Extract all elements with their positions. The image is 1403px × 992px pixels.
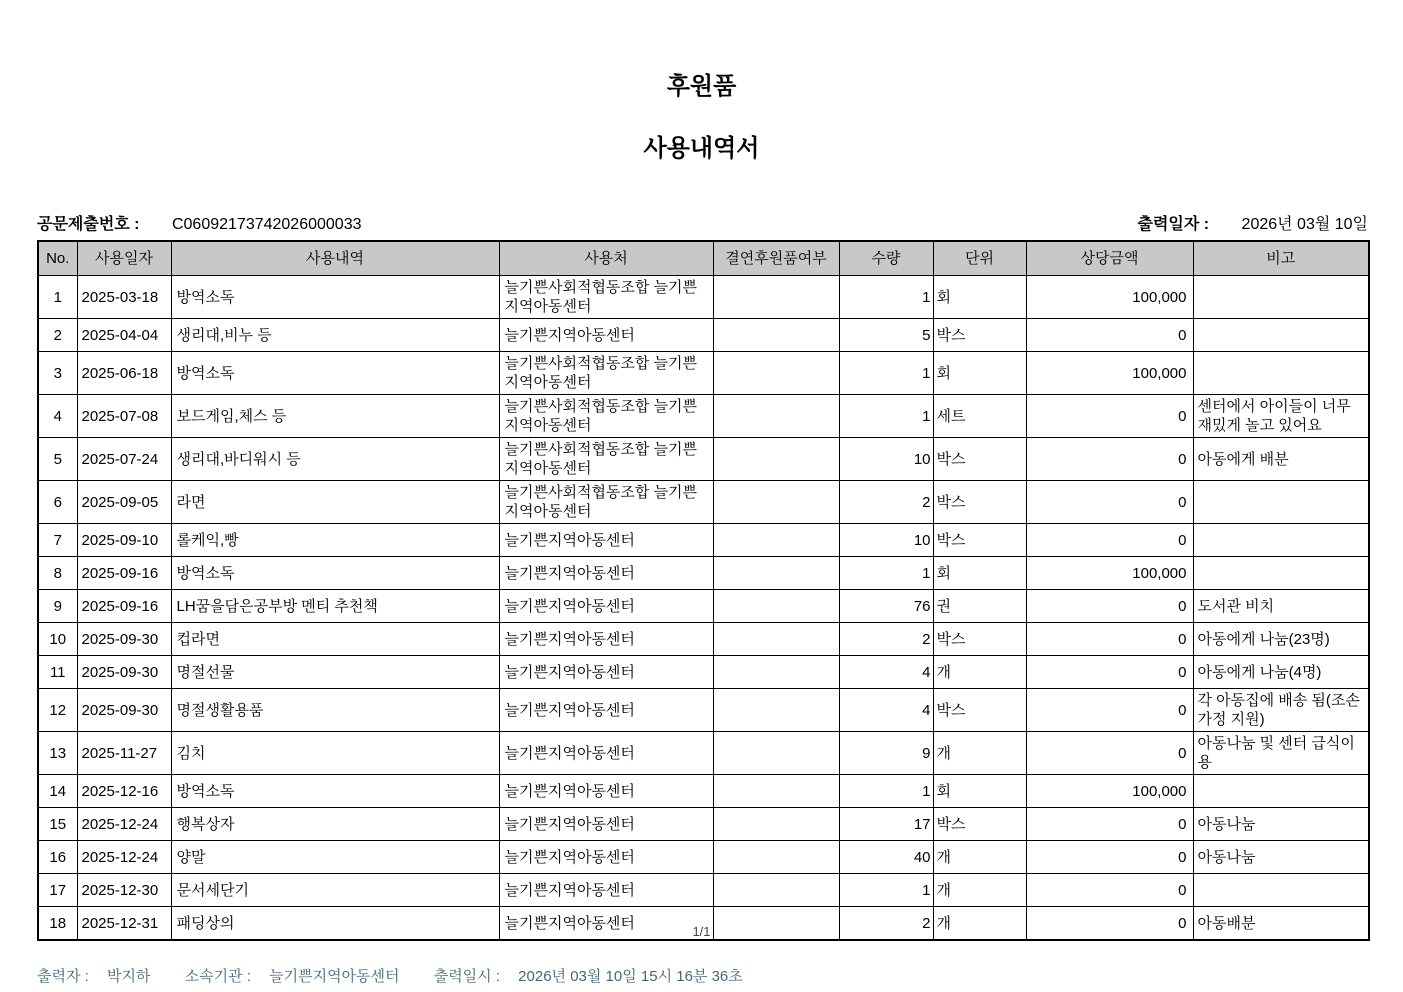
- page-title: [0, 0, 1403, 195]
- cell-date: 2025-06-18: [77, 352, 171, 395]
- cell-amount: 100,000: [1026, 276, 1193, 319]
- cell-linked: [713, 276, 839, 319]
- cell-no: 10: [38, 623, 77, 656]
- cell-qty: 76: [839, 590, 933, 623]
- cell-linked: [713, 732, 839, 775]
- cell-detail: 방역소독: [171, 352, 499, 395]
- cell-no: 8: [38, 557, 77, 590]
- cell-place: 늘기쁜사회적협동조합 늘기쁜지역아동센터: [499, 395, 713, 438]
- cell-note: 도서관 비치: [1193, 590, 1369, 623]
- cell-detail: 컵라면: [171, 623, 499, 656]
- printer-label: 출력자 :: [37, 968, 89, 985]
- table-row: [38, 276, 1369, 319]
- cell-place: 늘기쁜지역아동센터: [499, 841, 713, 874]
- table-row: [38, 481, 1369, 524]
- cell-date: 2025-12-24: [77, 841, 171, 874]
- cell-linked: [713, 524, 839, 557]
- org-value: 늘기쁜지역아동센터: [269, 968, 400, 985]
- print-date-label: 출력일자 :: [1137, 216, 1210, 233]
- cell-no: 3: [38, 352, 77, 395]
- cell-date: 2025-09-16: [77, 557, 171, 590]
- cell-amount: 0: [1026, 907, 1193, 941]
- cell-note: [1193, 276, 1369, 319]
- cell-qty: 10: [839, 438, 933, 481]
- cell-no: 6: [38, 481, 77, 524]
- cell-qty: 5: [839, 319, 933, 352]
- cell-place: 늘기쁜지역아동센터: [499, 907, 713, 941]
- cell-note: 아동나눔 및 센터 급식이용: [1193, 732, 1369, 775]
- cell-date: 2025-03-18: [77, 276, 171, 319]
- header-detail: 사용내역: [171, 241, 499, 276]
- cell-no: 12: [38, 689, 77, 732]
- cell-unit: 회: [933, 352, 1026, 395]
- cell-linked: [713, 352, 839, 395]
- cell-amount: 0: [1026, 874, 1193, 907]
- cell-unit: 회: [933, 775, 1026, 808]
- cell-amount: 0: [1026, 732, 1193, 775]
- cell-detail: 보드게임,체스 등: [171, 395, 499, 438]
- cell-unit: 박스: [933, 524, 1026, 557]
- table-row: [38, 319, 1369, 352]
- table-row: [38, 689, 1369, 732]
- header-unit: 단위: [933, 241, 1026, 276]
- cell-qty: 1: [839, 775, 933, 808]
- cell-place: 늘기쁜지역아동센터: [499, 689, 713, 732]
- cell-detail: 방역소독: [171, 557, 499, 590]
- doc-number: [37, 211, 362, 234]
- cell-no: 5: [38, 438, 77, 481]
- cell-date: 2025-09-30: [77, 623, 171, 656]
- table-row: [38, 524, 1369, 557]
- cell-amount: 100,000: [1026, 557, 1193, 590]
- cell-qty: 1: [839, 874, 933, 907]
- cell-date: 2025-09-16: [77, 590, 171, 623]
- cell-unit: 박스: [933, 319, 1026, 352]
- table-row: [38, 395, 1369, 438]
- cell-note: [1193, 775, 1369, 808]
- cell-note: 아동에게 나눔(23명): [1193, 623, 1369, 656]
- cell-unit: 회: [933, 276, 1026, 319]
- cell-detail: 방역소독: [171, 775, 499, 808]
- table-row: [38, 352, 1369, 395]
- printed-at-label: 출력일시 :: [433, 968, 500, 985]
- cell-detail: 양말: [171, 841, 499, 874]
- cell-detail: 방역소독: [171, 276, 499, 319]
- doc-number-value: C06092173742026000033: [171, 216, 362, 233]
- cell-linked: [713, 623, 839, 656]
- header-linked: 결연후원품여부: [713, 241, 839, 276]
- cell-place: 늘기쁜사회적협동조합 늘기쁜지역아동센터: [499, 352, 713, 395]
- cell-note: 아동에게 배분: [1193, 438, 1369, 481]
- cell-amount: 0: [1026, 319, 1193, 352]
- cell-qty: 40: [839, 841, 933, 874]
- table-row: [38, 841, 1369, 874]
- cell-note: 아동배분: [1193, 907, 1369, 941]
- cell-unit: 박스: [933, 689, 1026, 732]
- cell-qty: 2: [839, 907, 933, 941]
- cell-detail: 라면: [171, 481, 499, 524]
- header-note: 비고: [1193, 241, 1369, 276]
- cell-date: 2025-04-04: [77, 319, 171, 352]
- cell-detail: LH꿈을담은공부방 멘티 추천책: [171, 590, 499, 623]
- table-row: [38, 590, 1369, 623]
- cell-qty: 4: [839, 656, 933, 689]
- cell-amount: 0: [1026, 590, 1193, 623]
- cell-detail: 패딩상의: [171, 907, 499, 941]
- cell-unit: 개: [933, 656, 1026, 689]
- table-row: [38, 808, 1369, 841]
- cell-date: 2025-12-24: [77, 808, 171, 841]
- cell-unit: 회: [933, 557, 1026, 590]
- table-row: [38, 438, 1369, 481]
- cell-amount: 0: [1026, 438, 1193, 481]
- cell-amount: 0: [1026, 841, 1193, 874]
- cell-detail: 생리대,바디워시 등: [171, 438, 499, 481]
- cell-linked: [713, 808, 839, 841]
- cell-unit: 세트: [933, 395, 1026, 438]
- cell-qty: 1: [839, 557, 933, 590]
- cell-place: 늘기쁜사회적협동조합 늘기쁜지역아동센터: [499, 438, 713, 481]
- cell-no: 17: [38, 874, 77, 907]
- cell-date: 2025-09-30: [77, 689, 171, 732]
- cell-amount: 0: [1026, 395, 1193, 438]
- cell-note: 아동에게 나눔(4명): [1193, 656, 1369, 689]
- cell-date: 2025-12-31: [77, 907, 171, 941]
- print-date: [1137, 211, 1368, 234]
- cell-date: 2025-07-24: [77, 438, 171, 481]
- cell-place: 늘기쁜지역아동센터: [499, 319, 713, 352]
- cell-linked: [713, 874, 839, 907]
- header-qty: 수량: [839, 241, 933, 276]
- cell-no: 7: [38, 524, 77, 557]
- cell-unit: 박스: [933, 481, 1026, 524]
- table-row: [38, 623, 1369, 656]
- cell-qty: 1: [839, 395, 933, 438]
- cell-amount: 100,000: [1026, 352, 1193, 395]
- cell-qty: 9: [839, 732, 933, 775]
- header-place: 사용처: [499, 241, 713, 276]
- cell-detail: 롤케익,빵: [171, 524, 499, 557]
- cell-unit: 박스: [933, 438, 1026, 481]
- table-header-row: [38, 241, 1369, 276]
- usage-table: [37, 240, 1370, 941]
- cell-no: 11: [38, 656, 77, 689]
- cell-no: 18: [38, 907, 77, 941]
- cell-amount: 0: [1026, 524, 1193, 557]
- page-title-line1: 후원품: [666, 73, 737, 100]
- cell-amount: 0: [1026, 808, 1193, 841]
- print-info-bar: [37, 965, 1403, 986]
- cell-no: 15: [38, 808, 77, 841]
- cell-no: 1: [38, 276, 77, 319]
- cell-date: 2025-11-27: [77, 732, 171, 775]
- cell-qty: 1: [839, 276, 933, 319]
- cell-qty: 2: [839, 481, 933, 524]
- printed-at-value: 2026년 03월 10일 15시 16분 36초: [518, 968, 743, 985]
- cell-linked: [713, 689, 839, 732]
- cell-unit: 개: [933, 732, 1026, 775]
- cell-no: 14: [38, 775, 77, 808]
- header-date: 사용일자: [77, 241, 171, 276]
- cell-place: 늘기쁜지역아동센터: [499, 775, 713, 808]
- cell-date: 2025-12-30: [77, 874, 171, 907]
- cell-note: 아동나눔: [1193, 808, 1369, 841]
- table-row: [38, 656, 1369, 689]
- printer-value: 박지하: [106, 968, 151, 985]
- cell-no: 9: [38, 590, 77, 623]
- cell-note: [1193, 524, 1369, 557]
- cell-linked: [713, 656, 839, 689]
- cell-note: [1193, 557, 1369, 590]
- cell-note: 아동나눔: [1193, 841, 1369, 874]
- page-number: 1/1: [692, 924, 711, 939]
- cell-amount: 0: [1026, 623, 1193, 656]
- cell-amount: 0: [1026, 481, 1193, 524]
- cell-date: 2025-09-10: [77, 524, 171, 557]
- cell-unit: 개: [933, 874, 1026, 907]
- cell-linked: [713, 438, 839, 481]
- cell-no: 16: [38, 841, 77, 874]
- cell-linked: [713, 590, 839, 623]
- table-row: [38, 874, 1369, 907]
- cell-qty: 17: [839, 808, 933, 841]
- cell-detail: 문서세단기: [171, 874, 499, 907]
- cell-no: 13: [38, 732, 77, 775]
- cell-place: 늘기쁜지역아동센터: [499, 808, 713, 841]
- org-label: 소속기관 :: [184, 968, 251, 985]
- cell-note: [1193, 352, 1369, 395]
- cell-linked: [713, 775, 839, 808]
- cell-linked: [713, 481, 839, 524]
- cell-unit: 개: [933, 841, 1026, 874]
- cell-place: 늘기쁜사회적협동조합 늘기쁜지역아동센터: [499, 276, 713, 319]
- cell-place: 늘기쁜지역아동센터: [499, 524, 713, 557]
- doc-number-label: 공문제출번호 :: [37, 216, 140, 233]
- cell-date: 2025-09-30: [77, 656, 171, 689]
- cell-linked: [713, 395, 839, 438]
- cell-unit: 권: [933, 590, 1026, 623]
- cell-linked: [713, 841, 839, 874]
- cell-note: [1193, 874, 1369, 907]
- cell-linked: [713, 557, 839, 590]
- cell-qty: 4: [839, 689, 933, 732]
- table-row: [38, 775, 1369, 808]
- cell-amount: 100,000: [1026, 775, 1193, 808]
- print-date-value: 2026년 03월 10일: [1241, 216, 1368, 233]
- meta-bar: [37, 211, 1368, 234]
- cell-place: 늘기쁜지역아동센터: [499, 656, 713, 689]
- cell-date: 2025-12-16: [77, 775, 171, 808]
- cell-place: 늘기쁜지역아동센터: [499, 557, 713, 590]
- table-row: [38, 732, 1369, 775]
- header-amount: 상당금액: [1026, 241, 1193, 276]
- cell-qty: 10: [839, 524, 933, 557]
- cell-note: [1193, 481, 1369, 524]
- page-title-line2: 사용내역서: [643, 135, 760, 162]
- cell-amount: 0: [1026, 689, 1193, 732]
- cell-note: 각 아동집에 배송 됨(조손가정 지원): [1193, 689, 1369, 732]
- cell-detail: 명절생활용품: [171, 689, 499, 732]
- cell-no: 4: [38, 395, 77, 438]
- cell-qty: 2: [839, 623, 933, 656]
- header-no: No.: [38, 241, 77, 276]
- cell-date: 2025-09-05: [77, 481, 171, 524]
- cell-amount: 0: [1026, 656, 1193, 689]
- cell-unit: 개: [933, 907, 1026, 941]
- cell-detail: 생리대,비누 등: [171, 319, 499, 352]
- cell-place: 늘기쁜지역아동센터: [499, 874, 713, 907]
- cell-place: 늘기쁜지역아동센터: [499, 732, 713, 775]
- cell-place: 늘기쁜사회적협동조합 늘기쁜지역아동센터: [499, 481, 713, 524]
- cell-linked: [713, 319, 839, 352]
- cell-note: [1193, 319, 1369, 352]
- cell-detail: 김치: [171, 732, 499, 775]
- cell-qty: 1: [839, 352, 933, 395]
- cell-date: 2025-07-08: [77, 395, 171, 438]
- cell-note: 센터에서 아이들이 너무 재밌게 놀고 있어요: [1193, 395, 1369, 438]
- cell-no: 2: [38, 319, 77, 352]
- cell-detail: 행복상자: [171, 808, 499, 841]
- cell-detail: 명절선물: [171, 656, 499, 689]
- cell-unit: 박스: [933, 808, 1026, 841]
- cell-place: 늘기쁜지역아동센터: [499, 623, 713, 656]
- cell-place: 늘기쁜지역아동센터: [499, 590, 713, 623]
- table-row: [38, 557, 1369, 590]
- cell-unit: 박스: [933, 623, 1026, 656]
